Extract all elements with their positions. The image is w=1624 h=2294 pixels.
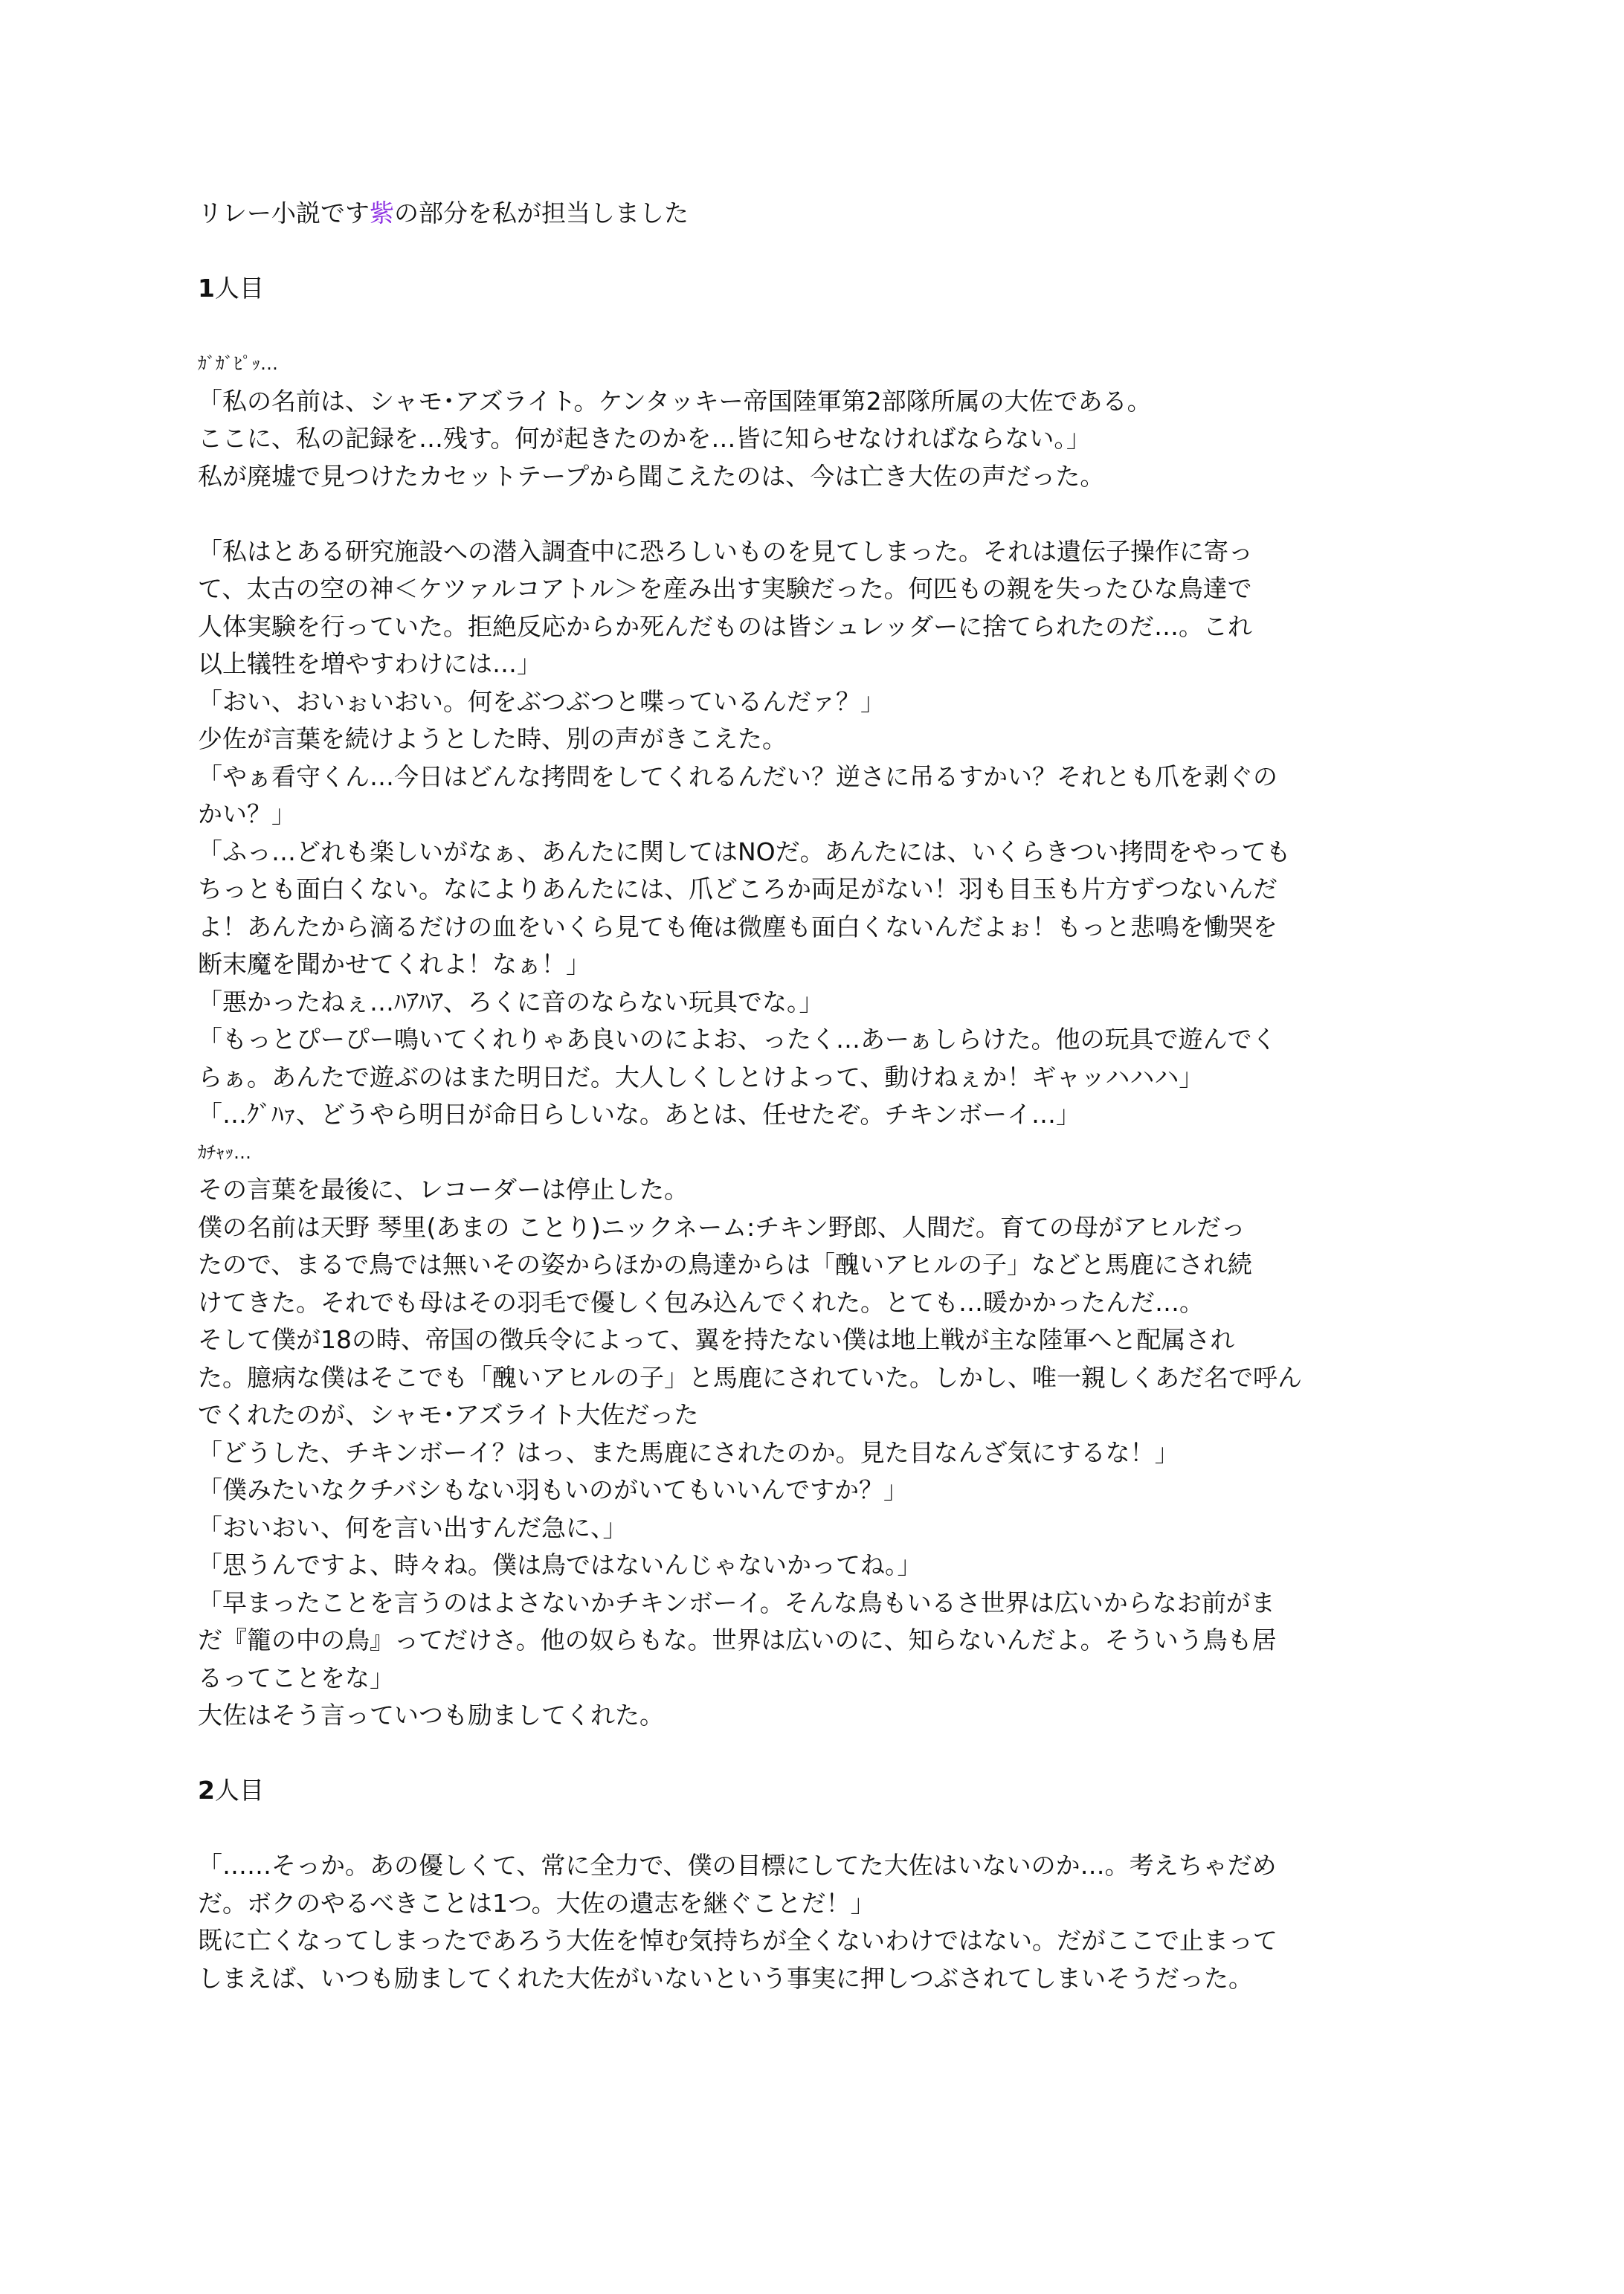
text-line: ここに、私の記録を…残す。何が起きたのかを…皆に知らせなければならない。」 [198, 424, 1091, 453]
section-heading-1 [198, 270, 1447, 308]
text-line: けてきた。それでも母はその羽毛で優しく包み込んでくれた。とても…暖かかったんだ…。 [198, 1287, 1204, 1317]
text-line: 「おいおい、何を言い出すんだ急に、」 [198, 1512, 628, 1542]
text-line: たので、まるで鳥では無いその姿からほかの鳥達からは「醜いアヒルの子」などと馬鹿にされ続 [198, 1250, 1253, 1279]
text-line: かい？」 [198, 799, 296, 828]
text-line: 「どうした、チキンボーイ？はっ、また馬鹿にされたのか。見た目なんざ気にするな！」 [198, 1437, 1179, 1467]
text-line: 「おい、おいぉいおい。何をぶつぶつと喋っているんだァ？」 [198, 686, 885, 716]
text-line: だ。ボクのやるべきことは1つ。大佐の遺志を継ぐことだ！」 [198, 1888, 875, 1918]
text-line: ｶﾞｶﾞﾋﾟｯ… [198, 353, 278, 374]
text-line: 「やぁ看守くん…今日はどんな拷問をしてくれるんだい？逆さに吊るすかい？それとも爪を剥ぐの [198, 761, 1277, 791]
text-line: だ『籠の中の鳥』ってだけさ。他の奴らもな。世界は広いのに、知らないんだよ。そういう鳥も居 [198, 1626, 1277, 1655]
text-line: でくれたのが、シャモ･アズライト大佐だった [198, 1400, 699, 1429]
story-block-1 [198, 345, 1447, 495]
story-block-3 [198, 1847, 1447, 1997]
section-2-label: 人目 [214, 1776, 264, 1805]
text-line: 断末魔を聞かせてくれよ！なぁ！」 [198, 950, 590, 979]
text-line: 「…ｸﾞﾊｧ、どうやら明日が命日らしいな。あとは、任せたぞ。チキンボーイ…」 [198, 1100, 1081, 1129]
document-body [198, 195, 1447, 1997]
text-line: 少佐が言葉を続けようとした時、別の声がきこえた。 [198, 724, 787, 753]
text-line: て、太古の空の神＜ケツァルコアトル＞を産み出す実験だった。何匹もの親を失ったひな鳥達で [198, 574, 1252, 603]
text-line: 既に亡くなってしまったであろう大佐を悼む気持ちが全くないわけではない。だがここで止まって [198, 1926, 1277, 1955]
text-line: 「もっとぴーぴー鳴いてくれりゃあ良いのによお、ったく…あーぁしらけた。他の玩具で遊んでく [198, 1025, 1277, 1054]
text-line: 「……そっか。あの優しくて、常に全力で、僕の目標にしてた大佐はいないのか…。考えちゃだめ [198, 1851, 1277, 1880]
section-1-number: 1 [198, 274, 215, 303]
text-line: よ！あんたから滴るだけの血をいくら見ても俺は微塵も面白くないんだよぉ！もっと悲鳴を慟哭を [198, 912, 1277, 941]
section-1-label: 人目 [214, 274, 264, 303]
section-2-number: 2 [198, 1776, 215, 1805]
text-line: 僕の名前は天野 琴里(あまの ことり)ニックネーム:チキン野郎、人間だ。育ての母がアヒルだっ [198, 1212, 1246, 1242]
spacer [198, 1810, 1447, 1848]
spacer [198, 495, 1447, 533]
text-line: しまえば、いつも励ましてくれた大佐がいないという事実に押しつぶされてしまいそうだった。 [198, 1963, 1253, 1993]
intro-text-before: リレー小説です [198, 199, 370, 228]
text-line: 「早まったことを言うのはよさないかチキンボーイ。そんな鳥もいるさ世界は広いからなお前がま [198, 1588, 1275, 1617]
intro-line [198, 195, 1447, 233]
text-line: そして僕が18の時、帝国の徴兵令によって、翼を持たない僕は地上戦が主な陸軍へと配属され [198, 1325, 1235, 1354]
text-line: 「私の名前は、シャモ･アズライト。ケンタッキー帝国陸軍第2部隊所属の大佐である。 [198, 386, 1152, 416]
text-line: 「悪かったねぇ…ﾊｱﾊｱ、ろくに音のならない玩具でな。」 [198, 987, 824, 1016]
text-line: その言葉を最後に、レコーダーは停止した。 [198, 1175, 689, 1204]
spacer [198, 233, 1447, 271]
text-line: ちっとも面白くない。なによりあんたには、爪どころか両足がない！羽も目玉も片方ずつないんだ [198, 874, 1277, 903]
text-line: 「思うんですよ、時々ね。僕は鳥ではないんじゃないかってね。」 [198, 1550, 922, 1579]
section-heading-2 [198, 1772, 1447, 1810]
text-line: 「僕みたいなクチバシもない羽もいのがいてもいいんですか？」 [198, 1475, 909, 1504]
text-line: るってことをな」 [198, 1663, 394, 1692]
intro-text-after: の部分を私が担当しました [394, 199, 689, 228]
text-line: らぁ。あんたで遊ぶのはまた明日だ。大人しくしとけよって、動けねぇか！ギャッハハハ」 [198, 1062, 1204, 1092]
text-line: 「ふっ…どれも楽しいがなぁ、あんたに関してはNOだ。あんたには、いくらきつい拷問をやっても [198, 837, 1291, 866]
text-line: 以上犠牲を増やすわけには…」 [198, 649, 541, 678]
text-line: た。臆病な僕はそこでも「醜いアヒルの子」と馬鹿にされていた。しかし、唯一親しくあだ名で呼ん [198, 1362, 1302, 1392]
text-line: ｶﾁｬｯ… [198, 1141, 251, 1163]
text-line: 大佐はそう言っていつも励ましてくれた。 [198, 1701, 664, 1730]
story-block-2 [198, 533, 1447, 1735]
intro-highlight-purple: 紫 [370, 199, 394, 228]
text-line: 「私はとある研究施設への潜入調査中に恐ろしいものを見てしまった。それは遺伝子操作に寄っ [198, 536, 1253, 566]
text-line: 人体実験を行っていた。拒絶反応からか死んだものは皆シュレッダーに捨てられたのだ…。これ [198, 611, 1253, 641]
spacer [198, 1735, 1447, 1773]
spacer [198, 308, 1447, 346]
text-line: 私が廃墟で見つけたカセットテープから聞こえたのは、今は亡き大佐の声だった。 [198, 461, 1105, 491]
